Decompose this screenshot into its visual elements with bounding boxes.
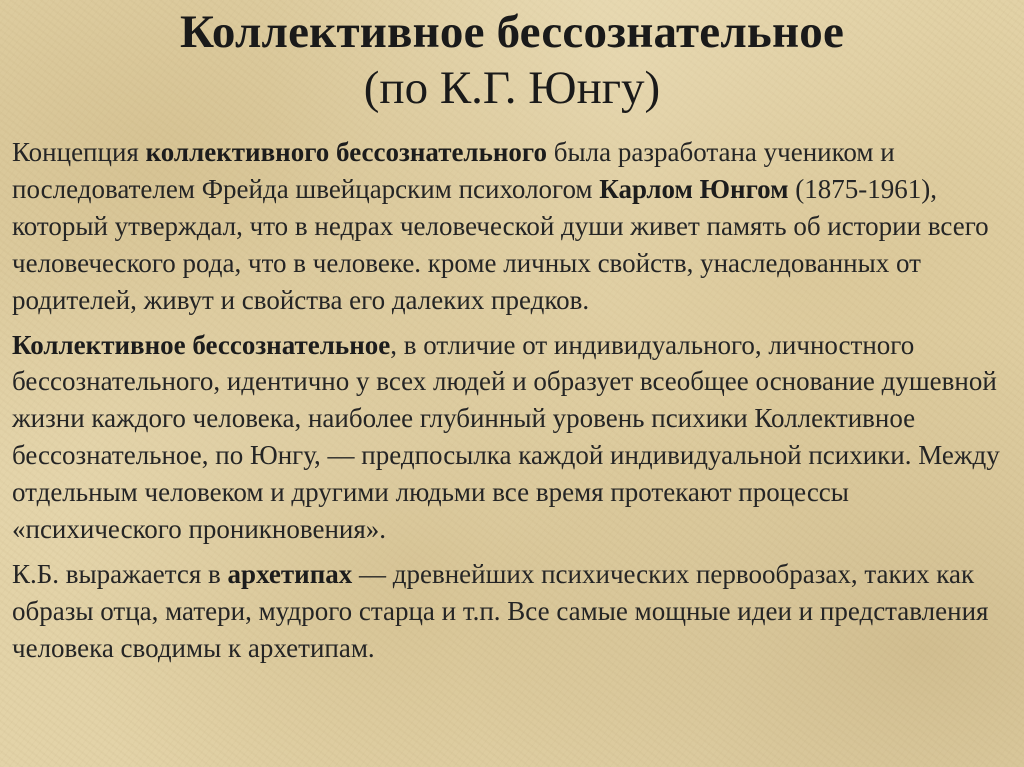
slide-body	[12, 134, 1016, 675]
text-run: Концепция	[12, 137, 146, 167]
text-run: , в отличие от индивидуального, личностного бессознательного, идентично у всех людей и образует всеобщее основание душевной жизни каждого человека, наиболее глубинный уровень психики Коллективное бессознательное, по Юнгу, — предпосылка каждой индивидуальной психики. Между отдельным человеком и другими людьми все время протекают процессы «психического проникновения».	[12, 329, 1000, 545]
emphasis-archetypes: архетипах	[227, 558, 353, 589]
paragraph-concept	[12, 134, 1016, 319]
text-run: была разработана учеником и последователем Фрейда швейцарским психологом	[12, 137, 895, 204]
title-main: Коллективное бессознательное	[179, 6, 845, 58]
text-run: (1875-1961), который утверждал, что в недрах человеческой души живет память об истории всего человеческого рода, что в человеке. кроме личных свойств, унаследованных от родителей, живут и свойства его далеких предков.	[12, 173, 989, 315]
paragraph-definition	[12, 327, 1016, 548]
emphasis-term: Коллективное бессознательное	[12, 329, 391, 360]
title-subtitle: (по К.Г. Юнгу)	[363, 62, 661, 114]
text-run: К.Б. выражается в	[12, 558, 228, 589]
slide-title	[0, 4, 1024, 116]
paragraph-archetypes	[12, 556, 1016, 667]
emphasis-collective-unconscious: коллективного бессознательного	[145, 137, 548, 167]
emphasis-carl-jung: Карлом Юнгом	[599, 173, 789, 204]
text-run: — древнейших психических первообразах, таких как образы отца, матери, мудрого старца и т.п. Все самые мощные идеи и представления человека сводимы к архетипам.	[12, 558, 989, 663]
